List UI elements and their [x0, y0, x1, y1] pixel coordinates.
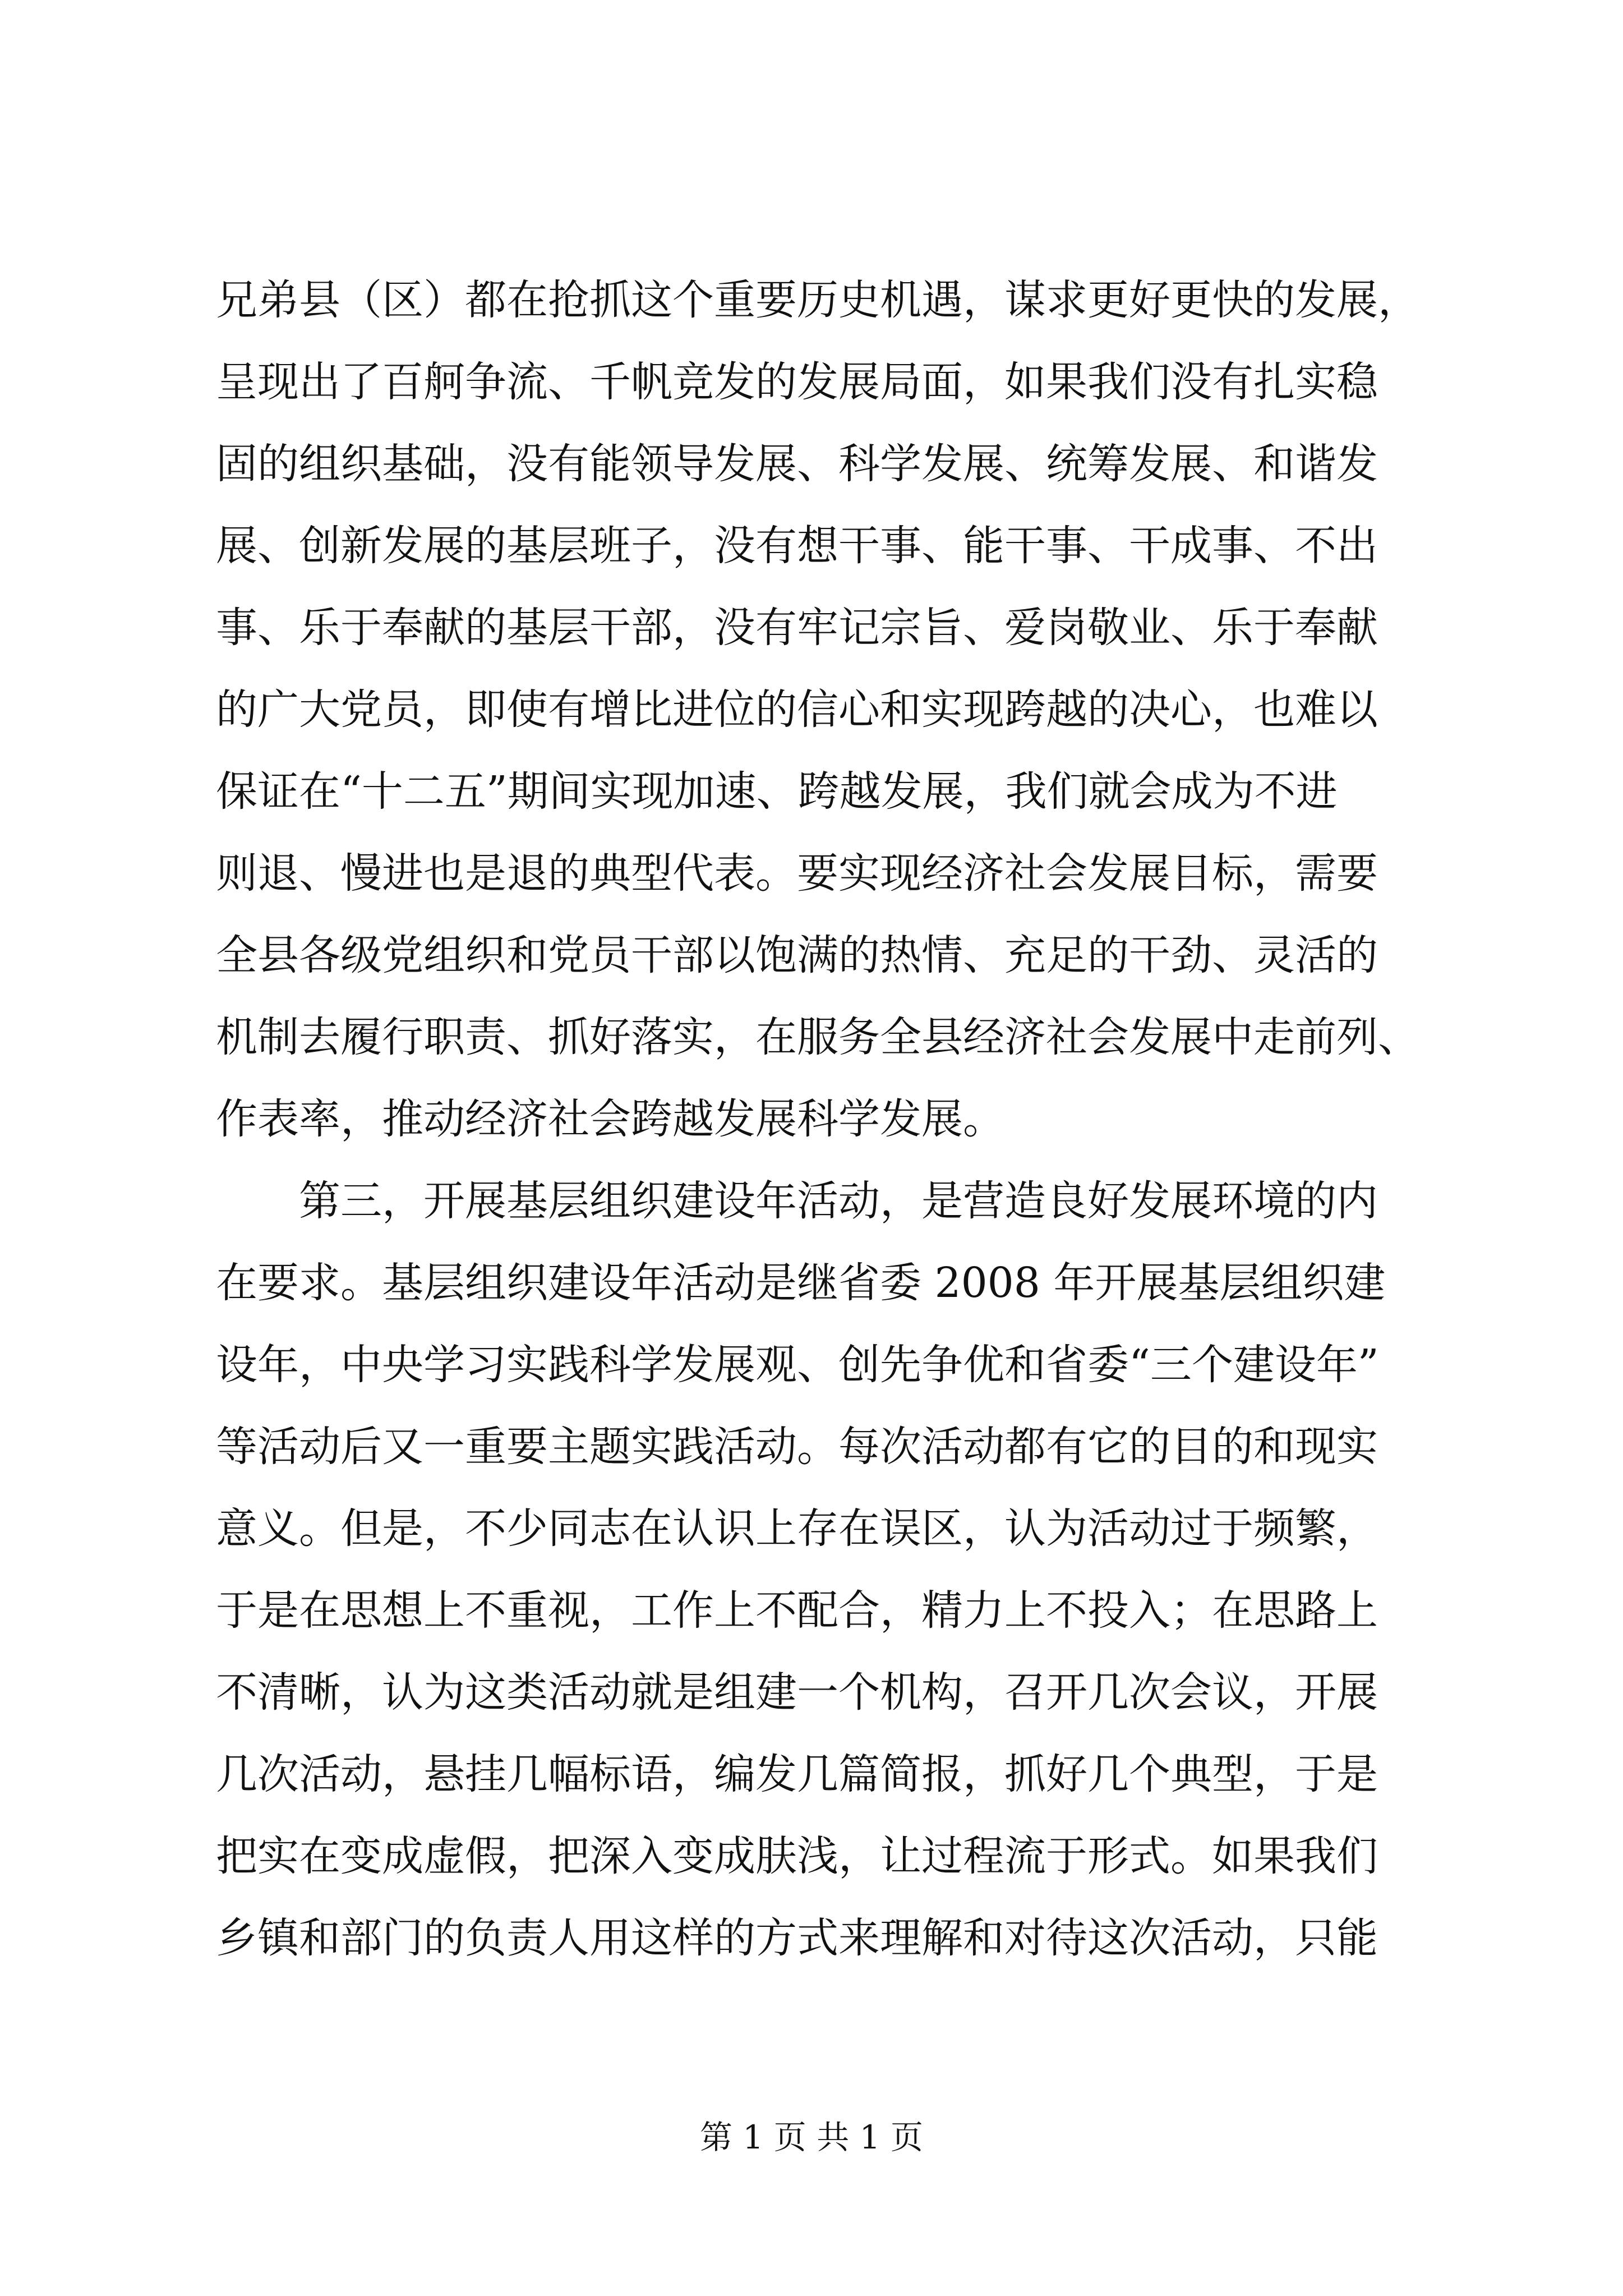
text-line: 于是在思想上不重视，工作上不配合，精力上不投入；在思路上	[216, 1586, 1378, 1635]
text-line: 的广大党员，即使有增比进位的信心和实现跨越的决心，也难以	[216, 685, 1378, 734]
text-line: 则退、慢进也是退的典型代表。要实现经济社会发展目标，需要	[216, 849, 1378, 898]
text-line: 作表率，推动经济社会跨越发展科学发展。	[216, 1095, 1004, 1143]
text-line: 呈现出了百舸争流、千帆竞发的发展局面，如果我们没有扎实稳	[216, 358, 1378, 406]
text-line: 在要求。基层组织建设年活动是继省委 2008 年开展基层组织建	[216, 1259, 1386, 1307]
text-line: 意义。但是，不少同志在认识上存在误区，认为活动过于频繁，	[216, 1504, 1378, 1553]
text-line: 固的组织基础，没有能领导发展、科学发展、统筹发展、和谐发	[216, 440, 1378, 488]
text-line: 等活动后又一重要主题实践活动。每次活动都有它的目的和现实	[216, 1423, 1378, 1471]
text-line: 全县各级党组织和党员干部以饱满的热情、充足的干劲、灵活的	[216, 931, 1378, 979]
text-line: 保证在“十二五”期间实现加速、跨越发展，我们就会成为不进	[216, 767, 1338, 816]
text-line: 兄弟县（区）都在抢抓这个重要历史机遇，谋求更好更快的发展，	[216, 276, 1419, 324]
page-footer: 第 1 页 共 1 页	[700, 2118, 923, 2156]
text-line: 把实在变成虚假，把深入变成肤浅，让过程流于形式。如果我们	[216, 1832, 1378, 1880]
text-line: 乡镇和部门的负责人用这样的方式来理解和对待这次活动，只能	[216, 1914, 1378, 1962]
text-line: 事、乐于奉献的基层干部，没有牢记宗旨、爱岗敬业、乐于奉献	[216, 604, 1378, 652]
text-line: 机制去履行职责、抓好落实，在服务全县经济社会发展中走前列、	[216, 1013, 1419, 1061]
text-line: 不清晰，认为这类活动就是组建一个机构，召开几次会议，开展	[216, 1668, 1378, 1717]
text-line: 展、创新发展的基层班子，没有想干事、能干事、干成事、不出	[216, 522, 1378, 570]
text-line: 几次活动，悬挂几幅标语，编发几篇简报，抓好几个典型，于是	[216, 1750, 1378, 1798]
paragraph-first-line: 第三，开展基层组织建设年活动，是营造良好发展环境的内	[299, 1177, 1378, 1225]
text-line: 设年，中央学习实践科学发展观、创先争优和省委“三个建设年”	[216, 1341, 1379, 1389]
